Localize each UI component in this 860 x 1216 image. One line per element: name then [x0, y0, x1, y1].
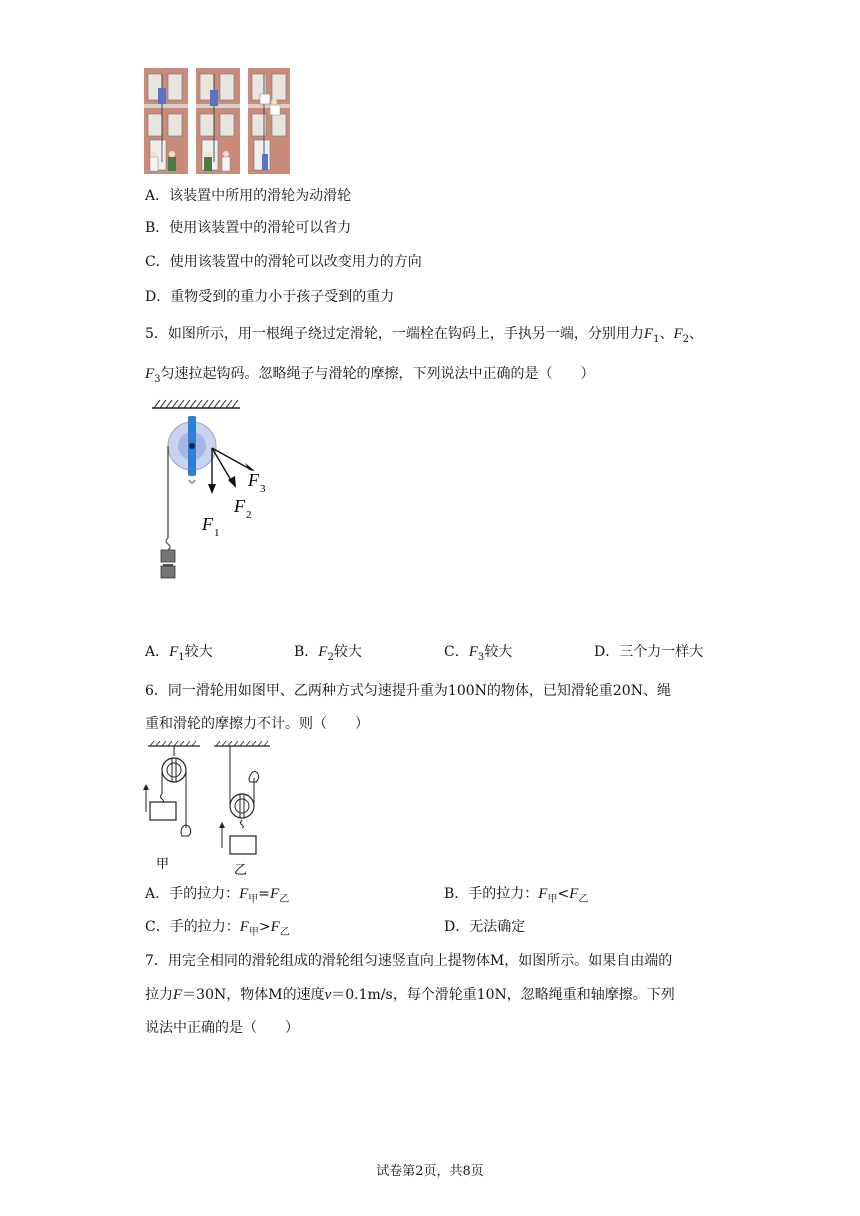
q4-option-c: C．使用该装置中的滑轮可以改变用力的方向 [145, 254, 422, 270]
label-yi: 乙 [234, 863, 248, 878]
q5-option-c: C．$F_3$较大 [444, 644, 513, 663]
q6-option-a: A．手的拉力：$F_甲=F_乙$ [145, 886, 290, 905]
label-F3-sub: 3 [260, 483, 266, 495]
q6-stem-line2: 重和滑轮的摩擦力不计。则（ ） [145, 716, 369, 732]
label-jia: 甲 [156, 857, 170, 872]
q6-option-d: D．无法确定 [444, 919, 526, 935]
pulley-jia-yi-figure [142, 740, 276, 880]
fixed-pulley-figure [148, 398, 278, 584]
label-F1: F [202, 514, 213, 534]
pulley-jia [143, 741, 200, 872]
q5-option-b: B．$F_2$较大 [294, 644, 362, 663]
q5-option-d: D．三个力一样大 [594, 644, 704, 660]
photo-1 [144, 68, 188, 174]
photo-3 [248, 68, 290, 174]
label-F1-sub: 1 [214, 527, 220, 539]
q5-stem-line1: 5．如图所示，用一根绳子绕过定滑轮，一端栓在钩码上，手执另一端，分别用力$F_1$、$F_2$、 [145, 326, 703, 345]
pulley-yi [214, 741, 270, 878]
q6-option-c: C．手的拉力：$F_甲>F_乙$ [145, 919, 290, 938]
q5-stem-line2: $F_3$匀速拉起钩码。忽略绳子与滑轮的摩擦，下列说法中正确的是（ ） [145, 366, 595, 385]
q4-option-b: B．使用该装置中的滑轮可以省力 [145, 220, 352, 236]
label-F2-sub: 2 [246, 509, 252, 521]
building-photos-figure [144, 68, 290, 174]
q6-stem-line1: 6．同一滑轮用如图甲、乙两种方式匀速提升重为100N的物体，已知滑轮重20N、绳 [145, 683, 671, 699]
q7-stem-line2: 拉力F＝30N，物体M的速度v＝0.1m/s，每个滑轮重10N，忽略绳重和轴摩擦。下列 [145, 987, 675, 1003]
q4-option-d: D．重物受到的重力小于孩子受到的重力 [145, 289, 395, 305]
q7-stem-line3: 说法中正确的是（ ） [145, 1020, 299, 1036]
label-F3: F [248, 470, 259, 490]
q6-option-b: B．手的拉力：$F_甲<F_乙$ [444, 886, 589, 905]
q4-option-a: A．该装置中所用的滑轮为动滑轮 [145, 188, 352, 204]
label-F2: F [234, 496, 245, 516]
q5-option-a: A．$F_1$较大 [145, 644, 213, 663]
q7-stem-line1: 7．用完全相同的滑轮组成的滑轮组匀速竖直向上提物体M，如图所示。如果自由端的 [145, 953, 673, 969]
page-footer: 试卷第2页，共8页 [376, 1164, 484, 1179]
photo-2 [196, 68, 240, 174]
